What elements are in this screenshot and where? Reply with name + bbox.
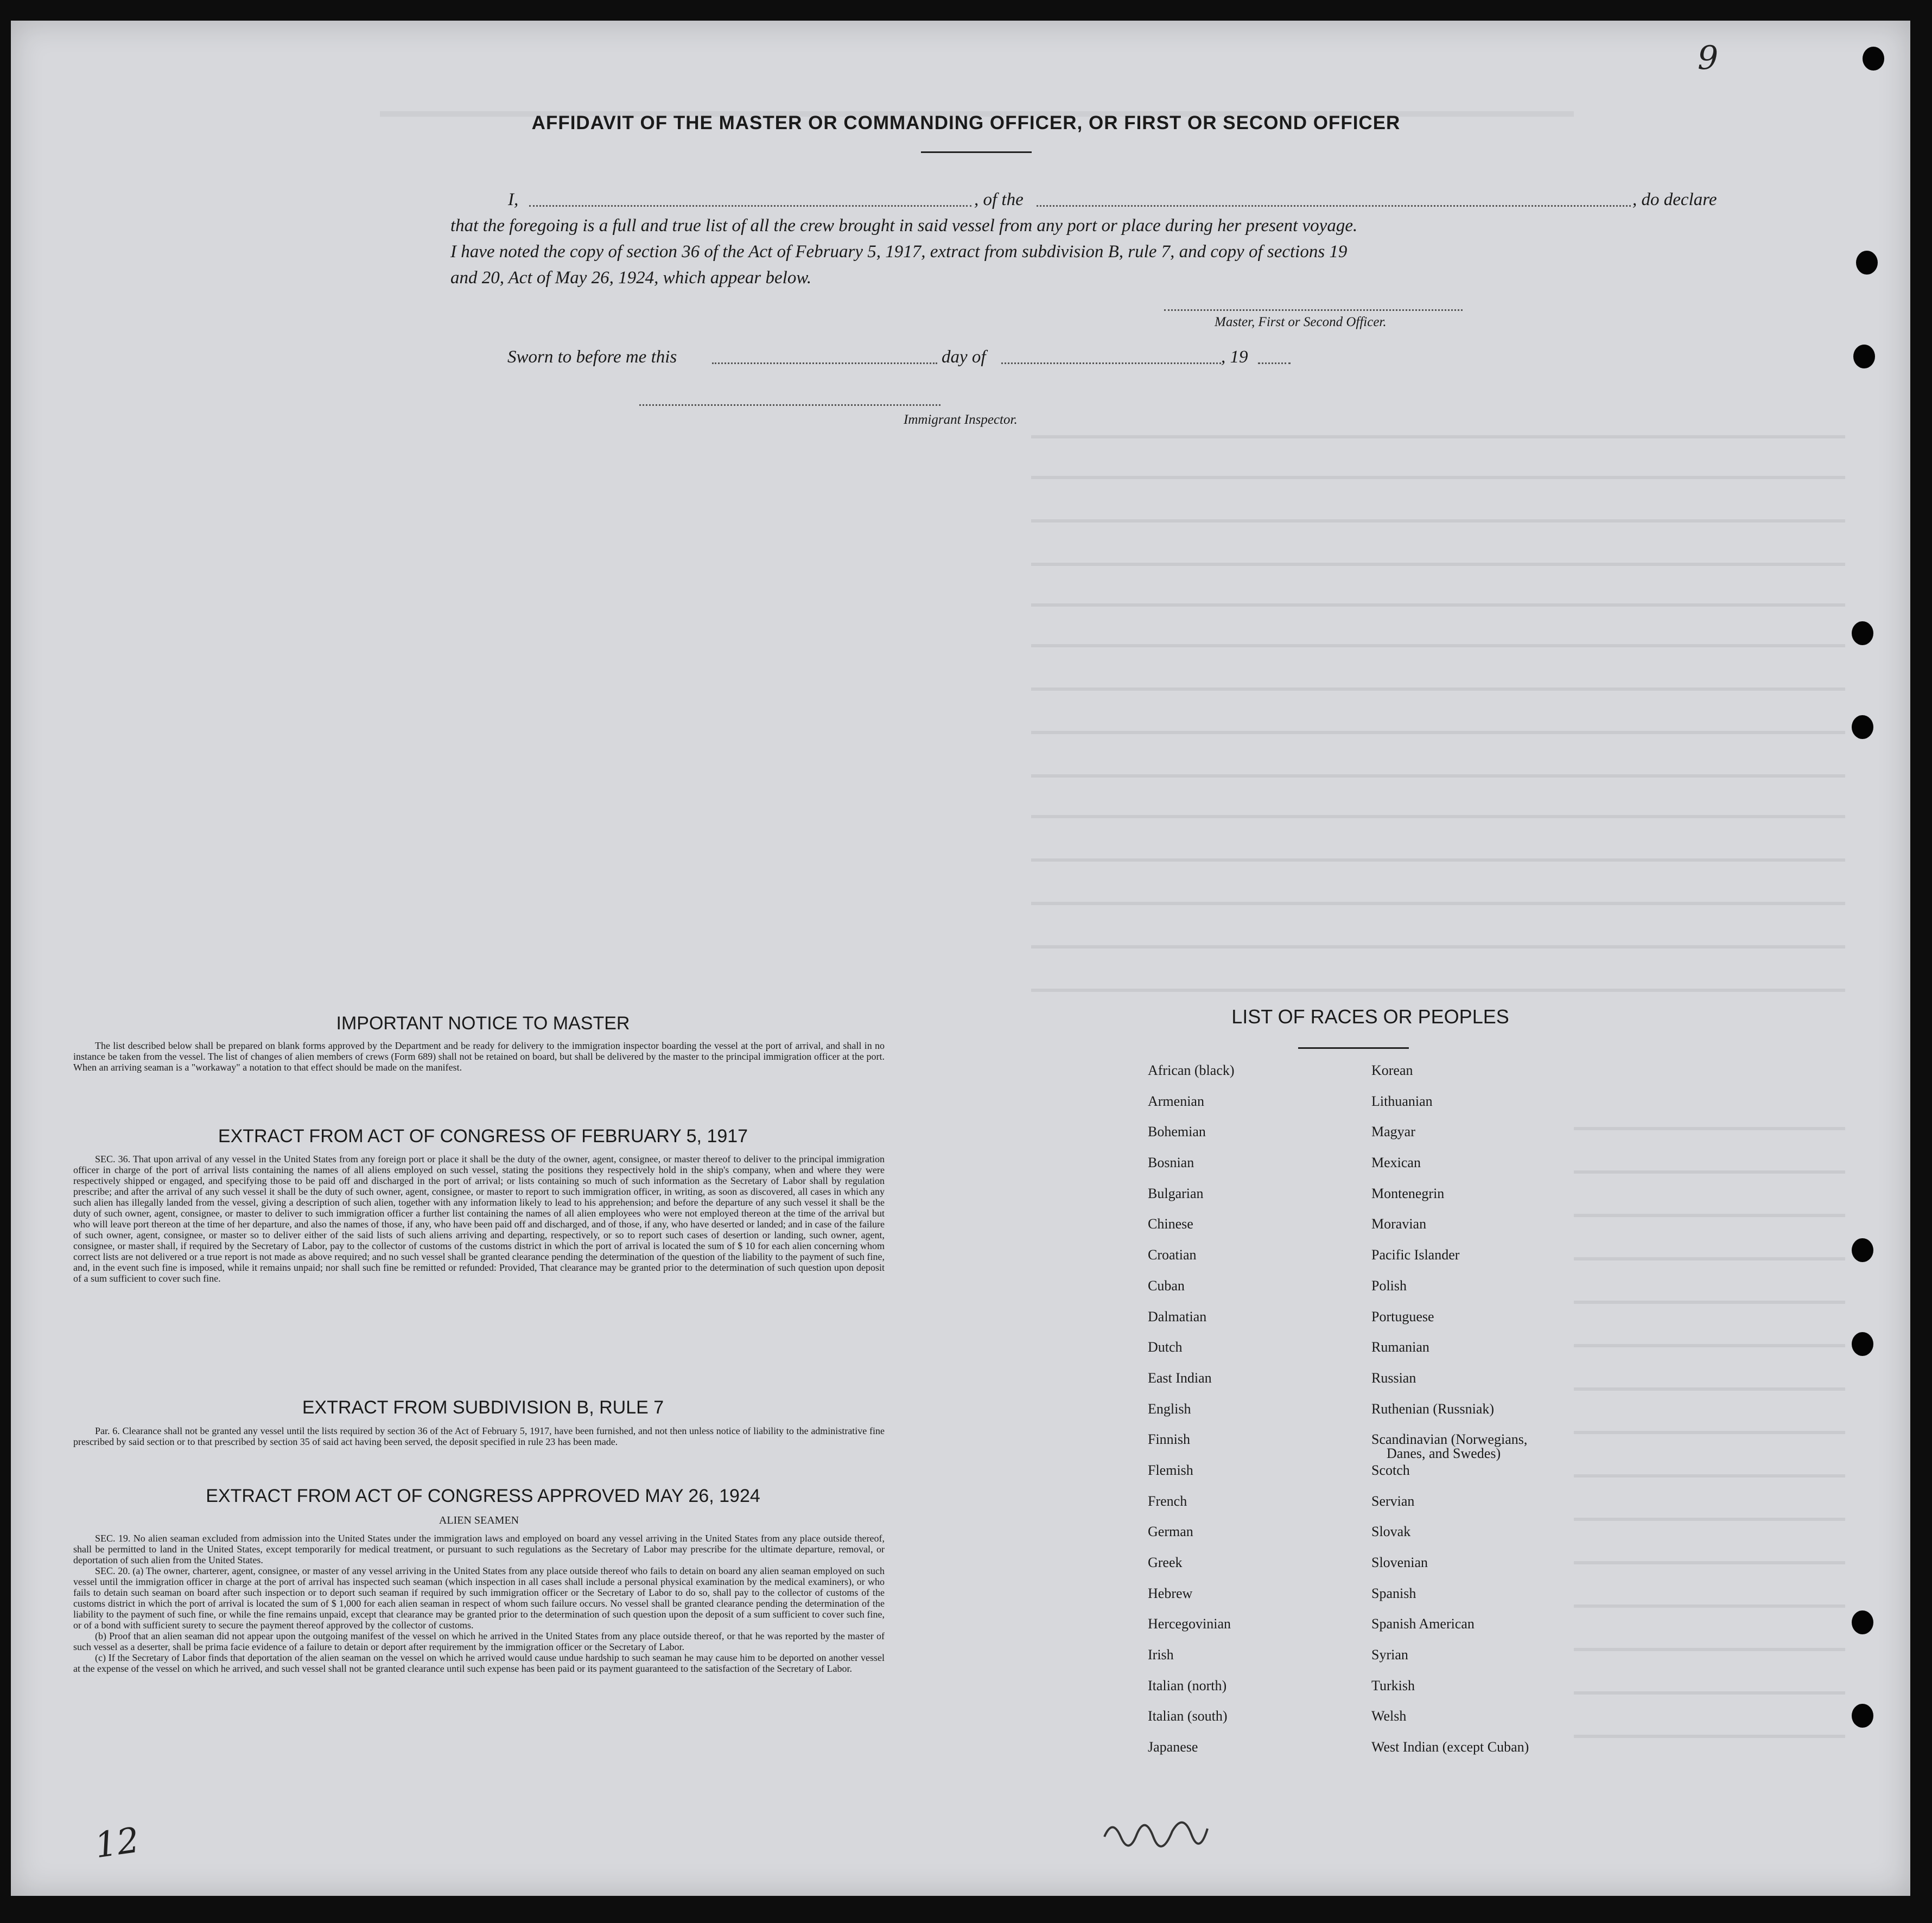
extract-1917-title: EXTRACT FROM ACT OF CONGRESS OF FEBRUARY 5, 1917 [218,1126,748,1147]
corner-mark: 9 [1698,39,1719,77]
race-item: Turkish [1371,1677,1415,1693]
punch-hole [1856,251,1878,275]
sworn-month-blank[interactable] [1001,362,1221,364]
race-item: Flemish [1148,1462,1193,1478]
rule-7-body [73,1425,885,1447]
affidavit-line-4: and 20, Act of May 26, 1924, which appear below. [450,268,812,288]
race-item: Slovenian [1371,1555,1428,1570]
race-item: German [1148,1524,1193,1540]
race-item: Mexican [1371,1155,1421,1171]
race-item: Bohemian [1148,1124,1206,1140]
race-item: Montenegrin [1371,1185,1445,1201]
affidavit-title: AFFIDAVIT OF THE MASTER OR COMMANDING OFFICER, OR FIRST OR SECOND OFFICER [531,112,1401,133]
race-item: Finnish [1148,1431,1191,1448]
section-36-paragraph: SEC. 36. That upon arrival of any vessel in the United States from any foreign port or place it shall be the duty of the owner, agent, consignee, or master thereof to deliver to the principal immigration officer in charge of the port of arrival lists containing the names of all aliens employed on such vessel, stating the positions they respectively hold in the ship's company, when and where they were respectively shipped or engaged, and specifying those to be paid off and discharged in the port of arrival; or lists containing so much of such information as the Secretary of Labor shall by regulation prescribe; and after the arrival of any such vessel it shall be the duty of such owner, agent, consignee, or master to report to such immigration officer, in writing, as soon as discovered, all cases in which any such alien has illegally landed from the vessel, giving a description of such alien, together with any information likely to lead to his apprehension; and before the departure of any such vessel it shall be the duty of such owner, agent, consignee, or master to deliver to such immigration officer a further list containing the names of all alien employees who were not employed thereon at the time of the arrival but who will leave port thereon at the time of her departure, and also the names of those, if any, who have been paid off and discharged, and of those, if any, who have deserted or landed; and in case of the failure of such owner, agent, consignee, or master so to deliver either of the said lists of such aliens arriving and departing, respectively, or so to report such cases of desertion or landing, such owner, agent, consignee, or master shall, if required by the Secretary of Labor, pay to the collector of customs of the customs district in which the port of arrival is located the sum of $ 10 for each alien concerning whom correct lists are not delivered or a true report is not made as above required; and no such vessel shall be granted clearance pending the determination of the question of the liability to the payment of such fine, and, in the event such fine is imposed, while it remains unpaid; nor shall such fine be remitted or refunded: Provided, That clearance may be granted prior to the determination of such question upon deposit of a sum sufficient to cover such fine. [73,1154,885,1284]
race-item: Cuban [1148,1277,1185,1294]
notice-title: IMPORTANT NOTICE TO MASTER [336,1013,630,1034]
inspector-caption: Immigrant Inspector. [904,412,1018,427]
race-item: Ruthenian (Russniak) [1371,1400,1495,1417]
race-item: Rumanian [1371,1339,1429,1355]
race-item: Dutch [1148,1339,1183,1355]
races-rule [1298,1047,1409,1049]
extract-1924-title: EXTRACT FROM ACT OF CONGRESS APPROVED MAY 26, 1924 [206,1486,760,1506]
race-item: Bulgarian [1148,1185,1204,1201]
race-item: African (black) [1148,1062,1235,1078]
race-item: Dalmatian [1148,1308,1207,1325]
punch-hole [1853,345,1875,368]
race-item: Korean [1371,1062,1413,1078]
race-item: English [1148,1400,1191,1417]
section-20a-paragraph: SEC. 20. (a) The owner, charterer, agent, consignee, or master of any vessel arriving in the United States from any place outside thereof who fails to detain on board any alien seaman employed on such vessel until the immigration officer in charge at the port of arrival has inspected such seaman (which inspection in all cases shall include a personal physical examination by the medical examiners), or who fails to detain such seaman on board after such inspection or to deport such seaman if required by such immigration officer or the Secretary of Labor to do so, shall pay to the collector of customs of the customs district in which the port of arrival is located the sum of $ 1,000 for each alien seaman in respect of whom such failure occurs. No vessel shall be granted clearance pending the determination of the liability to the payment of such fine, or while the fine remains unpaid, except that clearance may be granted prior to the determination of such question upon the deposit of a sum sufficient to cover such fine, or of a bond with sufficient surety to secure the payment thereof approved by the collector of customs. [73,1565,885,1631]
section-19-paragraph: SEC. 19. No alien seaman excluded from admission into the United States under the immigration laws and employed on board any vessel arriving in the United States from any place outside thereof, shall be permitted to land in the United States, except temporarily for medical treatment, or pursuant to such regulations as the Secretary of Labor may prescribe for the ultimate departure, removal, or deportation of such alien from the United States. [73,1533,885,1565]
race-item: Chinese [1148,1216,1193,1232]
affidavit-line-3: I have noted the copy of section 36 of the Act of February 5, 1917, extract from subdivision B, rule 7, and copy of sections 19 [450,242,1348,262]
punch-hole [1863,47,1884,71]
section-20b-paragraph: (b) Proof that an alien seaman did not appear upon the outgoing manifest of the vessel on which he arrived in the United States from any place outside thereof, or that he was reported by the master of such vessel as a deserter, shall be prima facie evidence of a failure to detain or deport after requirement by the immigration officer or the Secretary of Labor. [73,1631,885,1652]
race-item: Polish [1371,1277,1407,1294]
race-item: Scotch [1371,1462,1410,1478]
race-item: Hercegovinian [1148,1616,1231,1632]
race-item: Japanese [1148,1739,1198,1755]
race-item: Magyar [1371,1124,1415,1140]
master-signature-blank[interactable] [1164,309,1463,311]
affidavit-i: I, [508,190,519,209]
sworn-day-blank[interactable] [712,362,937,364]
race-item: Irish [1148,1647,1174,1663]
race-item: Slovak [1371,1524,1411,1540]
affidavit-declare: , do declare [1632,190,1717,209]
race-item [1371,1432,1529,1463]
race-item: East Indian [1148,1370,1212,1386]
punch-hole [1852,715,1873,739]
race-item: Moravian [1371,1216,1427,1232]
race-item: West Indian (except Cuban) [1371,1739,1529,1755]
races-left-column [1148,1064,1235,1771]
race-item: Lithuanian [1371,1093,1433,1109]
race-item: French [1148,1493,1187,1509]
race-item: Portuguese [1371,1308,1434,1325]
race-item: Italian (south) [1148,1708,1228,1724]
race-item: Armenian [1148,1093,1204,1109]
extract-1924-body [73,1533,885,1674]
master-caption: Master, First or Second Officer. [1215,315,1387,329]
race-item-label: Scandinavian (Norwegians, [1371,1431,1528,1448]
race-item: Servian [1371,1493,1415,1509]
punch-hole [1852,1238,1873,1262]
punch-hole [1852,1332,1873,1356]
notice-paragraph: The list described below shall be prepared on blank forms approved by the Department and be ready for delivery to the immigration inspector boarding the vessel at the port of arrival, and shall in no instance be taken from the vessel. The list of changes of alien members of crews (Form 689) shall not be retained on board, but shall be delivered by the master to the principal immigration officer at the port. When an arriving seaman is a "workaway" a notation to that effect should be made on the manifest. [73,1040,885,1073]
inspector-signature-blank[interactable] [639,404,940,406]
race-item: Welsh [1371,1708,1407,1724]
punch-hole [1852,1610,1873,1634]
race-item: Hebrew [1148,1585,1193,1601]
day-of-text: day of [942,347,986,367]
punch-hole [1852,621,1873,645]
vessel-blank[interactable] [1037,205,1631,207]
race-item: Croatian [1148,1247,1197,1263]
title-rule [921,151,1032,153]
races-title: LIST OF RACES OR PEOPLES [1231,1005,1509,1028]
race-item: Spanish [1371,1585,1416,1601]
section-20c-paragraph: (c) If the Secretary of Labor finds that deportation of the alien seaman on the vessel on which he arrived would cause undue hardship to such seaman he may cause him to be deported on another vessel at the expense of the vessel on which he arrived, and such vessel shall not be granted clearance until such expense has been paid or its payment guaranteed to the satisfaction of the Secretary of Labor. [73,1652,885,1674]
races-right-column [1371,1064,1529,1771]
race-item: Bosnian [1148,1155,1194,1171]
rule-7-title: EXTRACT FROM SUBDIVISION B, RULE 7 [302,1397,664,1418]
affidavit-line-2: that the foregoing is a full and true list of all the crew brought in said vessel from any port or place during her present voyage. [450,216,1358,235]
extract-1917-body [73,1154,885,1284]
signature-scribble [1102,1807,1210,1850]
race-item: Spanish American [1371,1616,1475,1632]
race-item: Pacific Islander [1371,1247,1460,1263]
affidavit-of-the: , of the [974,190,1024,209]
year-text: , 19 [1221,347,1248,367]
name-blank[interactable] [529,205,971,207]
race-item-continuation: Danes, and Swedes) [1387,1446,1501,1462]
sworn-text: Sworn to before me this [507,347,677,367]
alien-seamen-subtitle: ALIEN SEAMEN [438,1514,519,1526]
punch-hole [1852,1704,1873,1728]
rule-7-paragraph: Par. 6. Clearance shall not be granted any vessel until the lists required by section 36 of the Act of February 5, 1917, have been furnished, and not then unless notice of liability to the administrative fine prescribed by said section or to that prescribed by section 35 of said act having been served, the deposit specified in rule 23 has been made. [73,1425,885,1447]
notice-body [73,1040,885,1073]
page-number-handwritten: 12 [92,1820,142,1867]
race-item: Syrian [1371,1647,1408,1663]
race-item: Greek [1148,1555,1183,1570]
sworn-year-blank[interactable] [1258,362,1291,364]
race-item: Russian [1371,1370,1416,1386]
race-item: Italian (north) [1148,1677,1227,1693]
